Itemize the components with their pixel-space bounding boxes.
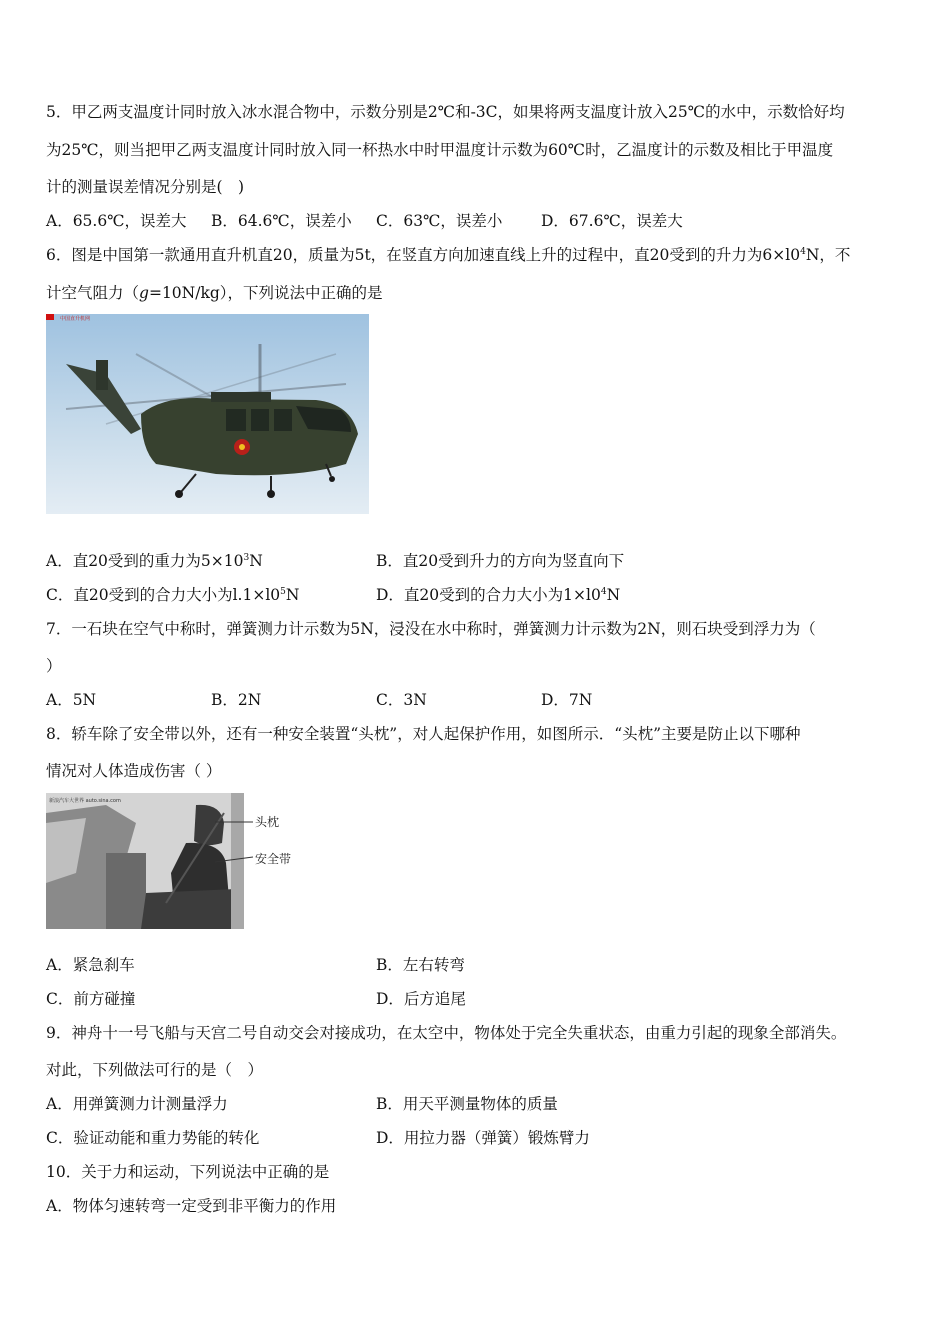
q6-option-b: B．直20受到升力的方向为竖直向下 [376,552,625,570]
q6-option-c: C．直20受到的合力大小为$l.1\times l0^5N$ [46,586,300,604]
q8-option-a: A．紧急刹车 [46,956,135,974]
q5-stem-line1: 5．甲乙两支温度计同时放入冰水混合物中，示数分别是2℃和-3C，如果将两支温度计放入25℃的水中，示数恰好均 [46,103,845,121]
q5-option-a: A．65.6℃，误差大 [46,212,187,230]
q7-stem-line2: ） [46,657,62,675]
seatbelt-label: 安全带 [255,852,292,866]
headrest-label: 头枕 [255,815,280,829]
q6-option-a: A．直20受到的重力为$5\times 10^3N$ [46,552,263,570]
q9-stem-line1: 9．神舟十一号飞船与天宫二号自动交会对接成功，在太空中，物体处于完全失重状态，由重力引起的现象全部消失。 [46,1024,847,1042]
q8-option-c: C．前方碰撞 [46,990,136,1008]
svg-text:中国直升机网: 中国直升机网 [60,316,91,322]
callout-lines [215,812,255,872]
q9-option-d: D．用拉力器（弹簧）锻炼臂力 [376,1129,590,1147]
q9-option-a: A．用弹簧测力计测量浮力 [46,1095,228,1113]
helicopter-image [46,314,369,514]
q8-stem-line2: 情况对人体造成伤害（ ） [46,762,222,780]
q9-stem-line2: 对此，下列做法可行的是（ ） [46,1061,264,1079]
q6-stem-line1: 6．图是中国第一款通用直升机直20，质量为5t，在竖直方向加速直线上升的过程中，直20受到的升力为$6\times l0^4N$，不 [46,246,851,264]
q10-option-a: A．物体匀速转弯一定受到非平衡力的作用 [46,1197,337,1215]
q7-option-c: C．3N [376,691,427,709]
q5-option-d: D．67.6℃，误差大 [541,212,683,230]
q9-option-b: B．用天平测量物体的质量 [376,1095,558,1113]
q7-option-d: D．7N [541,691,593,709]
q6-stem-line2: 计空气阻力（g=10N/kg），下列说法中正确的是 [46,284,383,302]
q9-option-c: C．验证动能和重力势能的转化 [46,1129,260,1147]
q5-option-b: B．64.6℃，误差小 [211,212,352,230]
q7-stem-line1: 7．一石块在空气中称时，弹簧测力计示数为5N，浸没在水中称时，弹簧测力计示数为2N，则石块受到浮力为（ [46,620,816,638]
q7-option-a: A．5N [46,691,97,709]
q7-option-b: B．2N [211,691,262,709]
q5-option-c: C．63℃，误差小 [376,212,503,230]
q8-option-b: B．左右转弯 [376,956,465,974]
q8-stem-line1: 8．轿车除了安全带以外，还有一种安全装置“头枕”，对人起保护作用，如图所示．“头枕”主要是防止以下哪种 [46,725,801,743]
q10-stem-line1: 10．关于力和运动，下列说法中正确的是 [46,1163,330,1181]
q5-stem-line2: 为25℃，则当把甲乙两支温度计同时放入同一杯热水中时甲温度计示数为60℃时，乙温度计的示数及相比于甲温度 [46,141,834,159]
svg-text:新浪汽车大世界 auto.sina.com: 新浪汽车大世界 auto.sina.com [49,798,121,804]
q5-stem-line3: 计的测量误差情况分别是( ) [46,178,245,196]
q8-option-d: D．后方追尾 [376,990,466,1008]
q6-option-d: D．直20受到的合力大小为$1\times l0^4N$ [376,586,621,604]
